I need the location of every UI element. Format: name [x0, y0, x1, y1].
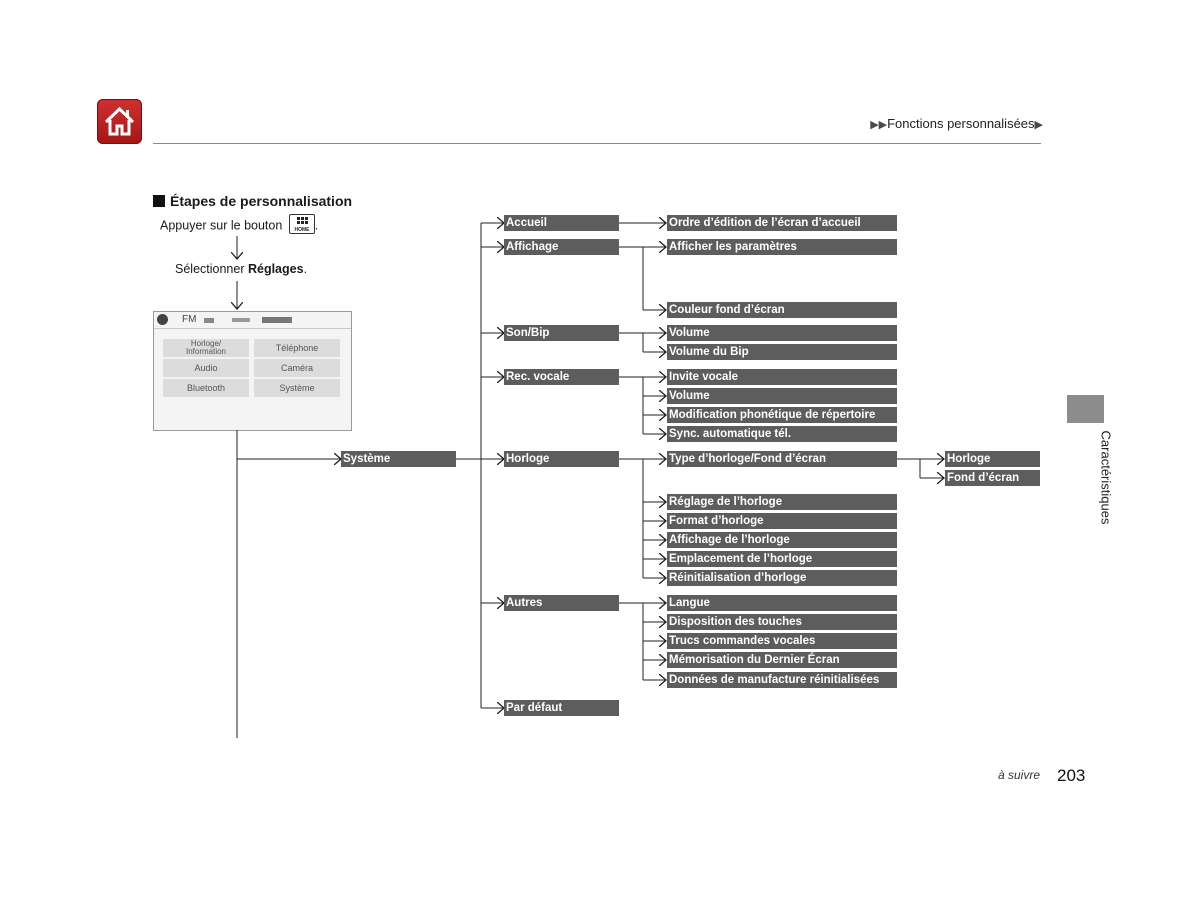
- tree-l1-horloge: Horloge: [504, 451, 619, 467]
- screen-button-camera: Caméra: [254, 359, 340, 377]
- tree-l3-item: Fond d’écran: [945, 470, 1040, 486]
- tree-l2-item: Afficher les paramètres: [667, 239, 897, 255]
- step-keyword: Réglages: [247, 262, 304, 276]
- breadcrumb-arrow-icon: ▶: [1034, 119, 1043, 131]
- tree-l2-item: Affichage de l’horloge: [667, 532, 897, 548]
- tree-l2-item: Langue: [667, 595, 897, 611]
- step-text: Appuyer sur le bouton: [160, 218, 283, 233]
- tree-l2-item: Mémorisation du Dernier Écran: [667, 652, 897, 668]
- tree-l2-item: Couleur fond d’écran: [667, 302, 897, 318]
- tree-l2-item: Ordre d’édition de l’écran d’accueil: [667, 215, 897, 231]
- tree-l2-item: Invite vocale: [667, 369, 897, 385]
- tree-l1-accueil: Accueil: [504, 215, 619, 231]
- tree-l2-item: Emplacement de l’horloge: [667, 551, 897, 567]
- tree-l1-affichage: Affichage: [504, 239, 619, 255]
- tree-l2-item: Type d’horloge/Fond d’écran: [667, 451, 897, 467]
- breadcrumb-label[interactable]: Fonctions personnalisées: [887, 116, 1035, 131]
- breadcrumb-arrow-icon: ▶▶: [870, 119, 888, 131]
- chapter-tab-label: Caractéristiques: [1098, 430, 1114, 525]
- tree-l1-autres: Autres: [504, 595, 619, 611]
- tree-l2-item: Volume: [667, 388, 897, 404]
- step-text: Sélectionner: [175, 262, 248, 276]
- screen-button-phone: Téléphone: [254, 339, 340, 357]
- tree-l2-item: Sync. automatique tél.: [667, 426, 897, 442]
- screen-button-bluetooth: Bluetooth: [163, 379, 249, 397]
- tree-l2-item: Modification phonétique de répertoire: [667, 407, 897, 423]
- tree-l1-son-bip: Son/Bip: [504, 325, 619, 341]
- tree-l2-item: Trucs commandes vocales: [667, 633, 897, 649]
- tree-root-systeme: Système: [341, 451, 456, 467]
- screen-button-audio: Audio: [163, 359, 249, 377]
- screen-button-clock-info: Horloge/ Information: [163, 339, 249, 357]
- tree-l2-item: Disposition des touches: [667, 614, 897, 630]
- screen-source-label: FM: [182, 314, 197, 325]
- chapter-tab[interactable]: [1067, 395, 1104, 423]
- tree-l2-item: Données de manufacture réinitialisées: [667, 672, 897, 688]
- tree-l3-item: Horloge: [945, 451, 1040, 467]
- tree-l2-item: Réglage de l’horloge: [667, 494, 897, 510]
- section-heading: Étapes de personnalisation: [170, 193, 353, 209]
- tree-l1-rec-vocale: Rec. vocale: [504, 369, 619, 385]
- tree-l2-item: Format d’horloge: [667, 513, 897, 529]
- page-number: 203: [1057, 766, 1086, 785]
- step-end: .: [303, 262, 308, 276]
- tree-l2-item: Réinitialisation d’horloge: [667, 570, 897, 586]
- screen-button-system: Système: [254, 379, 340, 397]
- tree-l2-item: Volume: [667, 325, 897, 341]
- step-end: .: [314, 218, 319, 233]
- svg-text:HOME: HOME: [294, 227, 310, 233]
- continued-label: à suivre: [998, 768, 1041, 782]
- tree-l2-item: Volume du Bip: [667, 344, 897, 360]
- tree-l1-par-defaut: Par défaut: [504, 700, 619, 716]
